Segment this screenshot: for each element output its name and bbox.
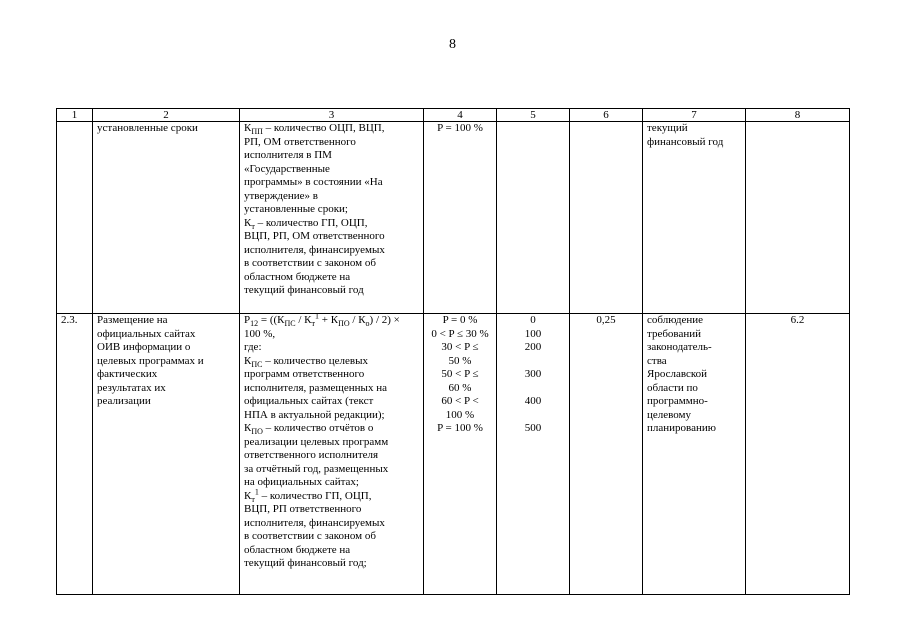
row2-col4-line: 30 < P ≤ bbox=[441, 341, 479, 353]
row2-col2 bbox=[93, 314, 240, 595]
row2-col7-line: ства bbox=[647, 354, 667, 367]
row2-col3-line: в соответствии с законом об bbox=[244, 530, 376, 542]
row2-col3-line: за отчётный год, размещенных bbox=[244, 462, 389, 475]
header-cell-6: 6 bbox=[570, 109, 643, 122]
row2-col5-spacer bbox=[501, 409, 565, 423]
row2-col3-kt-line: $К_т^1$ – количество ГП, ОЦП, bbox=[244, 486, 372, 504]
row2-col2-line: официальных сайтах bbox=[97, 327, 196, 340]
row2-col5 bbox=[497, 314, 570, 595]
row1-col4-line: P = 100 % bbox=[437, 122, 483, 134]
header-cell-1: 1 bbox=[57, 109, 93, 122]
row2-col5-line: 100 bbox=[524, 327, 542, 340]
row2-col7-line: планированию bbox=[647, 422, 716, 434]
row1-col3 bbox=[240, 122, 424, 314]
row2-col3-line: официальных сайтах (текст bbox=[244, 395, 374, 407]
row2-col3-kpc-line: $К_{ПС}$ – количество целевых bbox=[244, 354, 368, 369]
row2-col4-line: 50 % bbox=[448, 354, 472, 367]
row2-col3-line: на официальных сайтах; bbox=[244, 476, 359, 488]
row1-col3-line: установленные сроки; bbox=[244, 203, 348, 215]
row2-col4-line: P = 0 % bbox=[442, 314, 478, 326]
row1-col2-line: установленные сроки bbox=[97, 122, 198, 134]
row2-col2-line: ОИВ информации о bbox=[97, 341, 191, 353]
row2-col3-line: НПА в актуальной редакции); bbox=[244, 408, 385, 421]
row1-col5 bbox=[497, 122, 570, 314]
header-cell-4: 4 bbox=[424, 109, 497, 122]
row1-col3-kt-line: $К_т$ – количество ГП, ОЦП, bbox=[244, 216, 368, 231]
row2-col5-line: 500 bbox=[524, 422, 542, 434]
header-cell-5: 5 bbox=[497, 109, 570, 122]
row2-col2-line: целевых программах и bbox=[97, 354, 204, 367]
row2-col6: 0,25 bbox=[570, 314, 643, 595]
row2-col4-line: 60 % bbox=[448, 381, 472, 394]
row1-col3-line: «Государственные bbox=[244, 162, 330, 175]
row2-col5-line: 400 bbox=[524, 395, 542, 407]
header-cell-8: 8 bbox=[746, 109, 850, 122]
row2-col2-line: Размещение на bbox=[97, 314, 168, 326]
row2-col5-line: 0 bbox=[530, 314, 536, 326]
row1-col4 bbox=[424, 122, 497, 314]
row2-col2-line: фактических bbox=[97, 368, 158, 380]
formula-p12: $P_{12} = ((К_{ПС} / К_т^1 + К_{ПО} / К_о) / 2)$ × bbox=[244, 311, 400, 329]
table-header-row bbox=[57, 109, 850, 122]
row1-col3-line: исполнителя в ПМ bbox=[244, 149, 332, 161]
row2-col2-line: результатах их bbox=[97, 381, 166, 394]
row2-col3-kpo-line: $К_{ПО}$ – количество отчётов о bbox=[244, 422, 374, 437]
row2-col3-line: областном бюджете на bbox=[244, 543, 351, 556]
row2-col4-line: 50 < P ≤ bbox=[441, 368, 479, 380]
page-number: 8 bbox=[449, 37, 456, 52]
header-cell-3: 3 bbox=[240, 109, 424, 122]
row2-col3-line: реализации целевых программ bbox=[244, 435, 389, 448]
row2-col3 bbox=[240, 311, 424, 595]
row1-col7-line: текущий bbox=[647, 122, 688, 134]
row2-col7-line: законодатель- bbox=[647, 341, 712, 353]
table-row bbox=[57, 314, 850, 595]
row2-col7-line: программно- bbox=[647, 395, 708, 407]
row2-col3-line: исполнителя, размещенных на bbox=[244, 381, 387, 394]
row2-col7-line: целевому bbox=[647, 408, 692, 421]
indicator-table bbox=[56, 108, 850, 595]
row1-col6 bbox=[570, 122, 643, 314]
row1-col7 bbox=[643, 122, 746, 314]
row2-col5-spacer bbox=[501, 382, 565, 396]
row1-col1 bbox=[57, 122, 93, 314]
row2-col5-spacer bbox=[501, 355, 565, 369]
row2-col1: 2.3. bbox=[57, 314, 93, 595]
header-cell-7: 7 bbox=[643, 109, 746, 122]
row2-col7 bbox=[643, 314, 746, 595]
row2-col2-line: реализации bbox=[97, 395, 151, 407]
row2-col3-line: где: bbox=[244, 341, 262, 353]
row2-col3-line: исполнителя, финансируемых bbox=[244, 516, 385, 529]
row2-col3-line: программ ответственного bbox=[244, 368, 365, 380]
row1-col3-line: текущий финансовый год bbox=[244, 284, 364, 296]
row2-col7-line: требований bbox=[647, 327, 702, 340]
row2-col3-line: ответственного исполнителя bbox=[244, 449, 379, 461]
row1-col3-kpp-line: $К_{ПП}$ – количество ОЦП, ВЦП, bbox=[244, 122, 385, 137]
row2-col3-line: 100 %, bbox=[244, 327, 276, 340]
row1-col3-line: ВЦП, РП, ОМ ответственного bbox=[244, 230, 385, 242]
row2-col4-line: 100 % bbox=[445, 408, 475, 421]
row1-col8 bbox=[746, 122, 850, 314]
row2-col5-line: 300 bbox=[524, 368, 542, 380]
row1-col7-line: финансовый год bbox=[647, 135, 724, 148]
row2-col7-line: области по bbox=[647, 381, 698, 394]
row2-col3-line: текущий финансовый год; bbox=[244, 557, 367, 569]
row2-col3-line: ВЦП, РП ответственного bbox=[244, 503, 362, 515]
row2-col7-line: соблюдение bbox=[647, 314, 703, 326]
table-row bbox=[57, 122, 850, 314]
row1-col3-line: РП, ОМ ответственного bbox=[244, 135, 356, 148]
row2-col4 bbox=[424, 314, 497, 595]
header-cell-2: 2 bbox=[93, 109, 240, 122]
row2-col4-line: 60 < P < bbox=[441, 395, 479, 407]
row2-col8: 6.2 bbox=[746, 314, 850, 595]
row2-col7-line: Ярославской bbox=[647, 368, 708, 380]
row2-col4-line: 0 < P ≤ 30 % bbox=[431, 327, 489, 340]
row2-col4-line: P = 100 % bbox=[437, 422, 483, 434]
row1-col3-line: программы» в состоянии «На bbox=[244, 176, 383, 188]
row1-col3-line: утверждение» в bbox=[244, 189, 318, 202]
row1-col3-line: областном бюджете на bbox=[244, 270, 351, 283]
row1-col3-line: в соответствии с законом об bbox=[244, 257, 376, 269]
row2-col5-line: 200 bbox=[524, 341, 542, 353]
row1-col3-line: исполнителя, финансируемых bbox=[244, 243, 385, 256]
row1-col2 bbox=[93, 122, 240, 314]
